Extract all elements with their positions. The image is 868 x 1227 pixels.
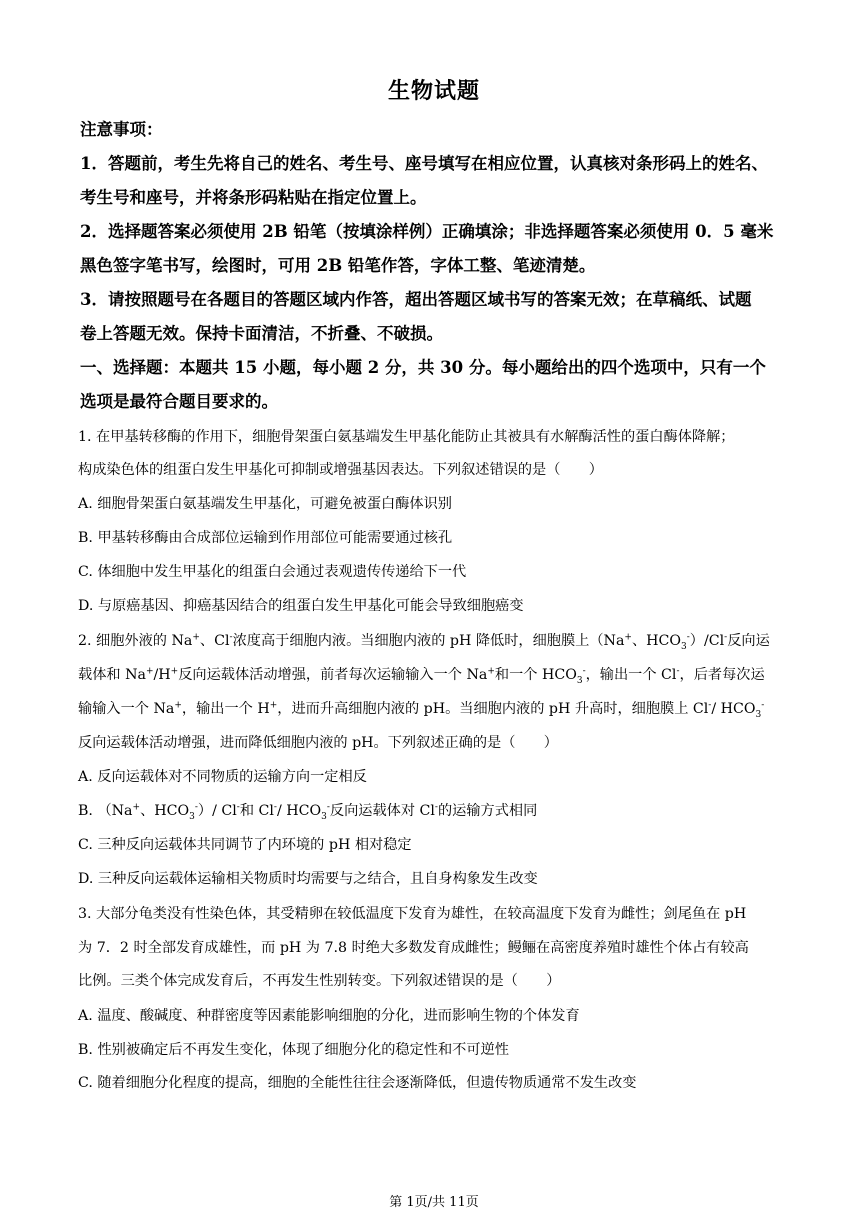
question-3-stem: 比例。三类个体完成发育后，不再发生性别转变。下列叙述错误的是（ ） <box>78 973 561 989</box>
question-2-stem-line3: 输输入一个 Na+，输出一个 H+，进而升高细胞内液的 pH。当细胞内液的 pH 升高时，细胞膜上 Cl-/ $HCO_3^-$ <box>78 700 765 720</box>
notice-line: 考生号和座号，并将条形码粘贴在指定位置上。 <box>80 188 427 207</box>
notice-line: 卷上答题无效。保持卡面清洁，不折叠、不破损。 <box>80 324 443 343</box>
question-2-option-a: A. 反向运载体对不同物质的运输方向一定相反 <box>78 769 367 785</box>
question-1-stem: 构成染色体的组蛋白发生甲基化可抑制或增强基因表达。下列叙述错误的是（ ） <box>78 462 603 478</box>
question-3-stem: 为 7．2 时全部发育成雄性，而 pH 为 7.8 时绝大多数发育成雌性；鳗鲡在高密度养殖时雄性个体占有较高 <box>78 940 749 956</box>
page-title: 生物试题 <box>387 78 480 104</box>
question-1-stem: 1. 在甲基转移酶的作用下，细胞骨架蛋白氨基端发生甲基化能防止其被具有水解酶活性的蛋白酶体降解； <box>78 429 735 445</box>
section-heading: 一、选择题：本题共 15 小题，每小题 2 分，共 30 分。每小题给出的四个选项中，只有一个 <box>80 358 766 377</box>
question-3-option-c: C. 随着细胞分化程度的提高，细胞的全能性往往会逐渐降低，但遗传物质通常不发生改变 <box>78 1075 637 1091</box>
question-2-stem-line1: 2. 细胞外液的 Na+、Cl-浓度高于细胞内液。当细胞内液的 pH 降低时，细胞膜上（Na+、$HCO_3^-)/Cl^-$反向运 <box>78 632 770 652</box>
notice-line: 3．请按照题号在各题目的答题区域内作答，超出答题区域书写的答案无效；在草稿纸、试题 <box>80 290 752 309</box>
notice-line: 黑色签字笔书写，绘图时，可用 2B 铅笔作答，字体工整、笔迹清楚。 <box>80 256 596 275</box>
question-3-option-b: B. 性别被确定后不再发生变化，体现了细胞分化的稳定性和不可逆性 <box>78 1042 509 1058</box>
question-3-option-a: A. 温度、酸碱度、种群密度等因素能影响细胞的分化，进而影响生物的个体发育 <box>78 1008 580 1024</box>
question-1-option-c: C. 体细胞中发生甲基化的组蛋白会通过表观遗传传递给下一代 <box>78 564 467 580</box>
question-1-option-d: D. 与原癌基因、抑癌基因结合的组蛋白发生甲基化可能会导致细胞癌变 <box>78 598 524 614</box>
notice-line: 2．选择题答案必须使用 2B 铅笔（按填涂样例）正确填涂；非选择题答案必须使用 0．5 毫米 <box>80 222 774 241</box>
question-1-option-b: B. 甲基转移酶由合成部位运输到作用部位可能需要通过核孔 <box>78 530 453 546</box>
section-heading: 选项是最符合题目要求的。 <box>80 392 278 411</box>
question-2-option-b: B. （Na+、$HCO_3^-)/$ Cl-和 Cl-/ $HCO_3^-$反向运载体对 Cl-的运输方式相同 <box>78 802 538 822</box>
question-2-stem-line2: 载体和 Na+/H+反向运载体活动增强，前者每次运输输入一个 Na+和一个 $HCO_3^-$，输出一个 Cl-，后者每次运 <box>78 666 765 686</box>
question-1-option-a: A. 细胞骨架蛋白氨基端发生甲基化，可避免被蛋白酶体识别 <box>78 496 452 512</box>
page-number: 第 1页/共 11页 <box>389 1195 479 1210</box>
question-2-option-d: D. 三种反向运载体运输相关物质时均需要与之结合，且自身构象发生改变 <box>78 871 538 887</box>
question-3-stem: 3. 大部分龟类没有性染色体，其受精卵在较低温度下发育为雄性，在较高温度下发育为雌性；剑尾鱼在 pH <box>78 906 747 922</box>
notice-heading: 注意事项： <box>80 120 163 139</box>
question-2-option-c: C. 三种反向运载体共同调节了内环境的 pH 相对稳定 <box>78 837 412 853</box>
question-2-stem-line4: 反向运载体活动增强，进而降低细胞内液的 pH。下列叙述正确的是（ ） <box>78 735 558 751</box>
notice-line: 1．答题前，考生先将自己的姓名、考生号、座号填写在相应位置，认真核对条形码上的姓名、 <box>80 154 768 173</box>
